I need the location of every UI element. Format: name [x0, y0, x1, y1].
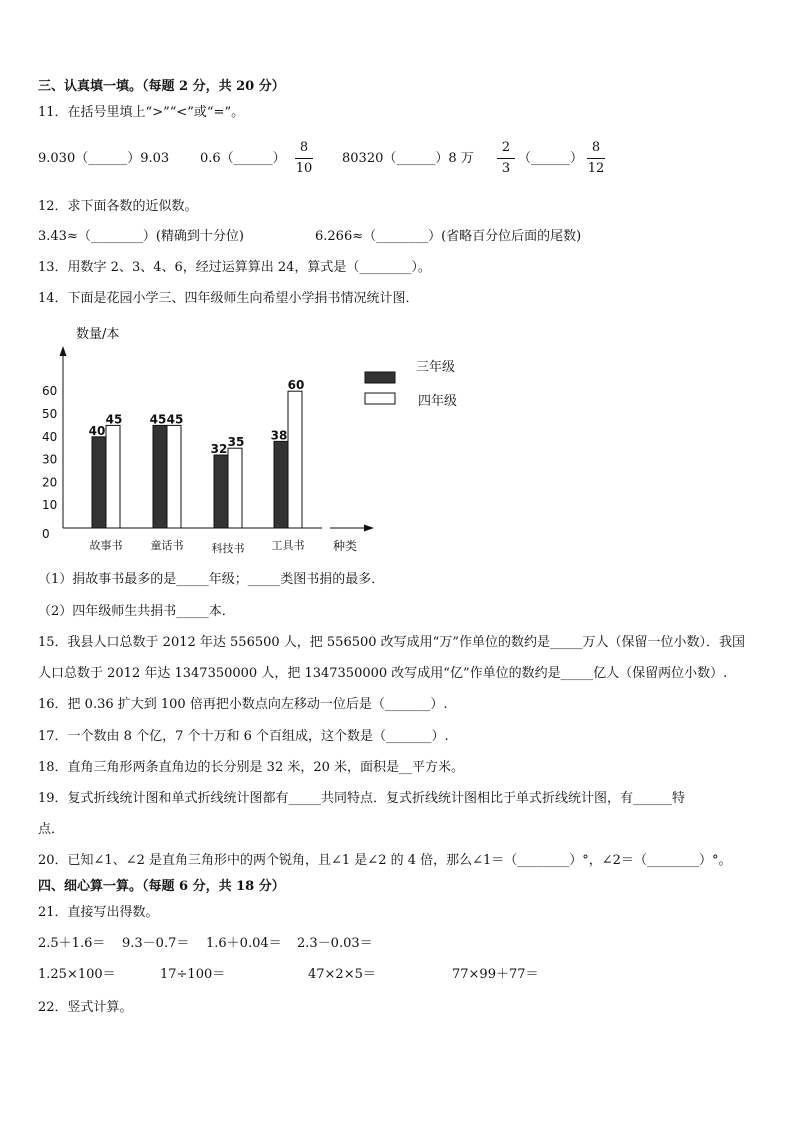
question-18: 18．直角三角形两条直角边的长分别是 32 米，20 米，面积是__平方米。: [38, 760, 465, 775]
bar: [167, 425, 181, 528]
q11-item-c: 80320（______）8 万: [342, 151, 474, 166]
question-15-line-2: 人口总数于 2012 年达 1347350000 人，把 1347350000 改写成用“亿”作单位的数约是_____亿人（保留两位小数）.: [38, 666, 728, 681]
x-axis-arrow: [364, 525, 374, 532]
q21-expr: 9.3－0.7＝: [122, 936, 190, 951]
q21-expr: 1.25×100＝: [38, 967, 116, 982]
question-14-sub-2: （2）四年级师生共捐书_____本．: [38, 604, 235, 619]
q12-item-a: 3.43≈（________）(精确到十分位): [38, 229, 244, 244]
question-19-line-1: 19．复式折线统计图和单式折线统计图都有_____共同特点．复式折线统计图相比于单式折线统计图，有______特: [38, 791, 686, 806]
y-axis-arrow: [60, 346, 67, 356]
question-17: 17．一个数由 8 个亿，7 个十万和 6 个百组成，这个数是（_______）.: [38, 729, 449, 744]
y-tick-label: 30: [42, 452, 58, 467]
x-tick-label: 童话书: [150, 539, 184, 552]
fraction-2-3: [495, 139, 517, 178]
bar: [92, 437, 106, 528]
bar: [274, 441, 288, 528]
bar-value-label: 45: [105, 412, 123, 427]
y-tick-label: 60: [42, 384, 58, 399]
y-tick-label: 0: [42, 527, 50, 541]
bar-chart: [0, 310, 520, 560]
legend-label: 四年级: [418, 394, 458, 409]
bar-value-label: 45: [166, 412, 184, 427]
q21-expr: 1.6＋0.04＝: [206, 936, 282, 951]
q11-item-a: 9.030（______）9.03: [38, 151, 170, 166]
x-tick-label: 故事书: [89, 539, 123, 552]
section-4-title: 四、细心算一算。（每题 6 分，共 18 分）: [38, 879, 285, 894]
q21-expr: 47×2×5＝: [308, 967, 376, 982]
legend-swatch: [365, 372, 395, 383]
question-21: 21．直接写出得数。: [38, 905, 159, 920]
y-tick-label: 10: [42, 498, 58, 513]
section-3-title: 三、认真填一填。（每题 2 分，共 20 分）: [38, 79, 285, 94]
q12-item-b: 6.266≈（________）(省略百分位后面的尾数): [315, 229, 582, 244]
legend-swatch: [365, 393, 395, 404]
question-15-line-1: 15．我县人口总数于 2012 年达 556500 人，把 556500 改写成用“万”作单位的数约是_____万人（保留一位小数）．我国: [38, 635, 745, 650]
y-tick-label: 50: [42, 407, 58, 421]
bar-value-label: 60: [287, 378, 305, 393]
q21-expr: 77×99＋77＝: [452, 967, 539, 982]
question-13: 13．用数字 2、3、4、6，经过运算算出 24，算式是（________）。: [38, 260, 431, 275]
bar-value-label: 40: [88, 423, 106, 438]
question-16: 16．把 0.36 扩大到 100 倍再把小数点向左移动一位后是（_______）.: [38, 697, 448, 712]
question-14: 14．下面是花园小学三、四年级师生向希望小学捐书情况统计图．: [38, 291, 419, 306]
fraction-8-10: [293, 139, 315, 178]
fraction-denominator: 10: [295, 161, 313, 176]
bar-value-label: 32: [210, 442, 228, 457]
question-19-line-2: 点．: [38, 822, 65, 837]
question-22: 22．竖式计算。: [38, 1000, 133, 1015]
x-tick-label: 工具书: [271, 539, 305, 552]
question-12: 12．求下面各数的近似数。: [38, 199, 198, 214]
bar: [228, 448, 242, 528]
q21-expr: 2.3－0.03＝: [297, 936, 373, 951]
y-tick-label: 40: [42, 429, 58, 444]
bar-value-label: 38: [270, 428, 288, 443]
bar: [214, 455, 228, 528]
q11-item-d-blank: （______）: [518, 151, 584, 166]
q21-expr: 17÷100＝: [160, 967, 226, 982]
x-axis-label: 种类: [333, 539, 358, 553]
legend-label: 三年级: [416, 360, 456, 375]
fraction-denominator: 12: [587, 161, 605, 176]
x-tick-label: 科技书: [211, 542, 245, 555]
bar: [106, 425, 120, 528]
q21-expr: 2.5＋1.6＝: [38, 936, 106, 951]
fraction-numerator: 8: [591, 140, 601, 155]
fraction-denominator: 3: [501, 161, 511, 176]
question-11: 11．在括号里填上“>”“<”或“=”。: [38, 105, 245, 120]
fraction-numerator: 2: [501, 140, 511, 155]
bar-value-label: 45: [149, 412, 167, 427]
bar: [288, 391, 302, 528]
question-14-sub-1: （1）捐故事书最多的是_____年级；_____类图书捐的最多．: [38, 572, 385, 587]
y-tick-label: 20: [42, 475, 58, 490]
q11-item-b: 0.6（______）: [200, 151, 286, 166]
bar-value-label: 35: [227, 435, 245, 450]
fraction-numerator: 8: [299, 140, 309, 155]
y-axis-label: 数量/本: [76, 327, 120, 342]
question-20: 20．已知∠1、∠2 是直角三角形中的两个锐角，且∠1 是∠2 的 4 倍，那么∠1＝（________）°，∠2＝（________）°。: [38, 853, 732, 868]
bar: [153, 425, 167, 528]
fraction-8-12: [585, 139, 607, 178]
